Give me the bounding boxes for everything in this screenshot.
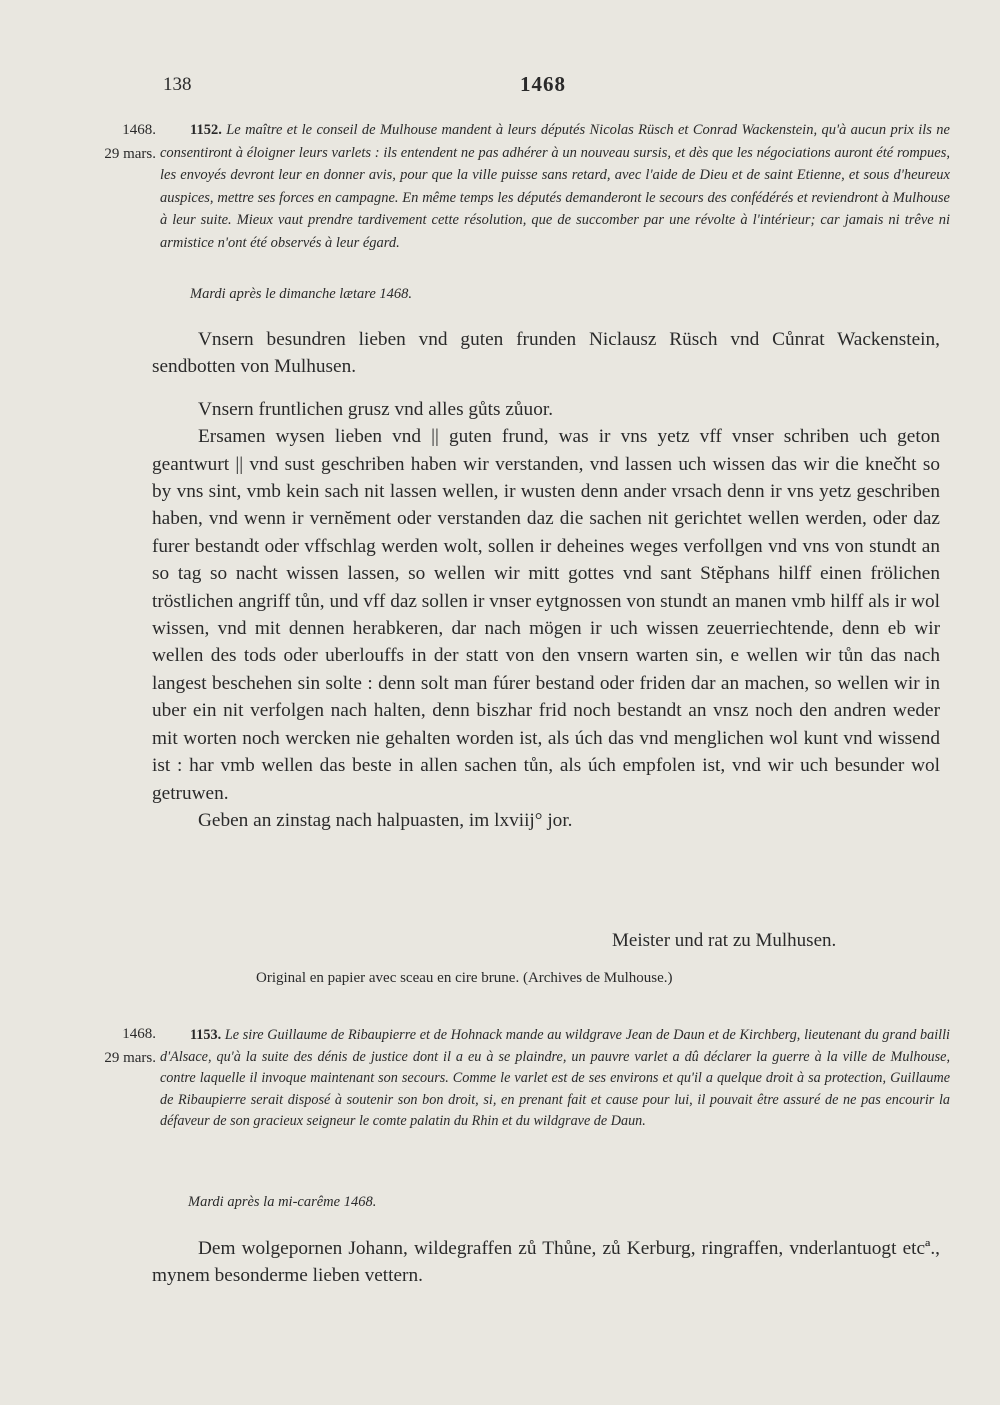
letter-salutation: Vnsern fruntlichen grusz vnd alles gůts zůuor. bbox=[198, 398, 554, 420]
letter-signature: Meister und rat zu Mulhusen. bbox=[612, 930, 837, 951]
letter-closing: Geben an zinstag nach halpuasten, im lxviij° jor. bbox=[198, 809, 573, 831]
letter-address: Dem wolgepornen Johann, wildegraffen zů Thůne, zů Kerburg, ringraffen, vnderlantuogt etcª., mynem besonderme lieben vettern. bbox=[152, 1238, 940, 1287]
margin-date-1153 bbox=[76, 1022, 156, 1070]
letter-body-1153 bbox=[152, 1235, 940, 1290]
running-header-year: 1468 bbox=[520, 72, 566, 96]
summary-text: Le sire Guillaume de Ribaupierre et de Hohnack mande au wildgrave Jean de Daun et de Kirchberg, lieutenant du grand bailli d'Alsace, qu'à la suite des dénis de justice dont il a eu à se plaindre, un pauvre varlet a dû déclarer la guerre à la ville de Mulhouse, contre laquelle il invoque maintenant son secours. Comme le varlet est de ses environs et qu'il a quelque droit à sa protection, Guillaume de Ribaupierre serait disposé à soutenir son bon droit, si, en prenant fait et cause pour lui, il pouvait être assuré de ne pas encourir la défaveur de son gracieux seigneur le comte palatin du Rhin et du wildgrave de Daun. bbox=[160, 1027, 950, 1130]
entry-summary-1152 bbox=[160, 119, 950, 255]
summary-text: Le maître et le conseil de Mulhouse mandent à leurs députés Nicolas Rüsch et Conrad Wackenstein, qu'à aucun prix ils ne consentiront à éloigner leurs varlets : ils entendent ne pas adhérer à un nouveau sursis, et dès que les négociations auront été rompues, les envoyés devront leur en donner avis, pour que la ville puisse sans retard, avec l'aide de Dieu et de saint Etienne, et sous d'heureux auspices, mettre ses forces en campagne. En même temps les députés demanderont le secours des confédérés et reviendront à Mulhouse à leur suite. Mieux vaut prendre tardivement cette résolution, que de succomber par une révolte à l'intérieur; car jamais ni trêve ni armistice n'ont été observés à leur égard. bbox=[160, 122, 950, 251]
margin-year: 1468. bbox=[122, 1026, 156, 1042]
margin-day: 29 mars. bbox=[104, 1050, 156, 1066]
margin-year: 1468. bbox=[122, 122, 156, 138]
entry-number: 1153. bbox=[190, 1027, 222, 1043]
page-number: 138 bbox=[163, 74, 192, 95]
entry-summary-1153 bbox=[160, 1025, 950, 1133]
letter-text: Ersamen wysen lieben vnd || guten frund, was ir vns yetz vff vnser schriben uch geton geantwurt || vnd sust geschriben haben wir verstanden, vnd lassen uch wissen das wir die knečht so by vns sint, vmb kein sach nit lassen wellen, ir wusten denn ander vrsach denn ir vns yetz geschriben haben, vnd wenn ir vernĕment oder verstanden daz die sachen nit gerichtet wellen werden, oder daz furer bestandt oder vffschlag werden wolt, sollen ir deheines weges verfollgen vnd vns von stundt an so tag so nacht wissen lassen, so wellen wir mitt gottes vnd sant Stĕphans hilff einen frölichen tröstlichen angriff tůn, und vff daz sollen ir vnser eytgnossen von stundt an manen vmb hilff als ir wol wissen, vnd mit dennen herabkeren, dar nach mögen ir uch wissen zeuerriechtende, denn eb wir wellen des tods oder uberlouffs in der statt von den vnsern warten sin, e wellen wir tůn das nach langest beschehen sin solte : denn solt man fúrer bestand oder friden dar an machen, so wellen wir in uber ein nit verfolgen nach halten, denn biszhar frid noch bestandt an vnsz noch den andren weder mit worten noch wercken nie gehalten worden ist, als úch das vnd menglichen wol kunt vnd wissend ist : har vmb wellen das beste in allen sachen tůn, als úch empfolen ist, vnd wir uch besunder wol getruwen. bbox=[152, 426, 940, 804]
dateline-1153: Mardi après la mi-carême 1468. bbox=[188, 1194, 377, 1210]
letter-address: Vnsern besundren lieben vnd guten frunden Niclausz Rüsch vnd Cůnrat Wackenstein, sendbotten von Mulhusen. bbox=[152, 329, 940, 378]
source-note: Original en papier avec sceau en cire brune. (Archives de Mulhouse.) bbox=[256, 970, 673, 986]
letter-body-1152 bbox=[152, 326, 940, 834]
margin-day: 29 mars. bbox=[104, 146, 156, 162]
margin-date-1152 bbox=[76, 118, 156, 166]
entry-number: 1152. bbox=[190, 122, 222, 138]
dateline-1152: Mardi après le dimanche lætare 1468. bbox=[190, 286, 413, 302]
